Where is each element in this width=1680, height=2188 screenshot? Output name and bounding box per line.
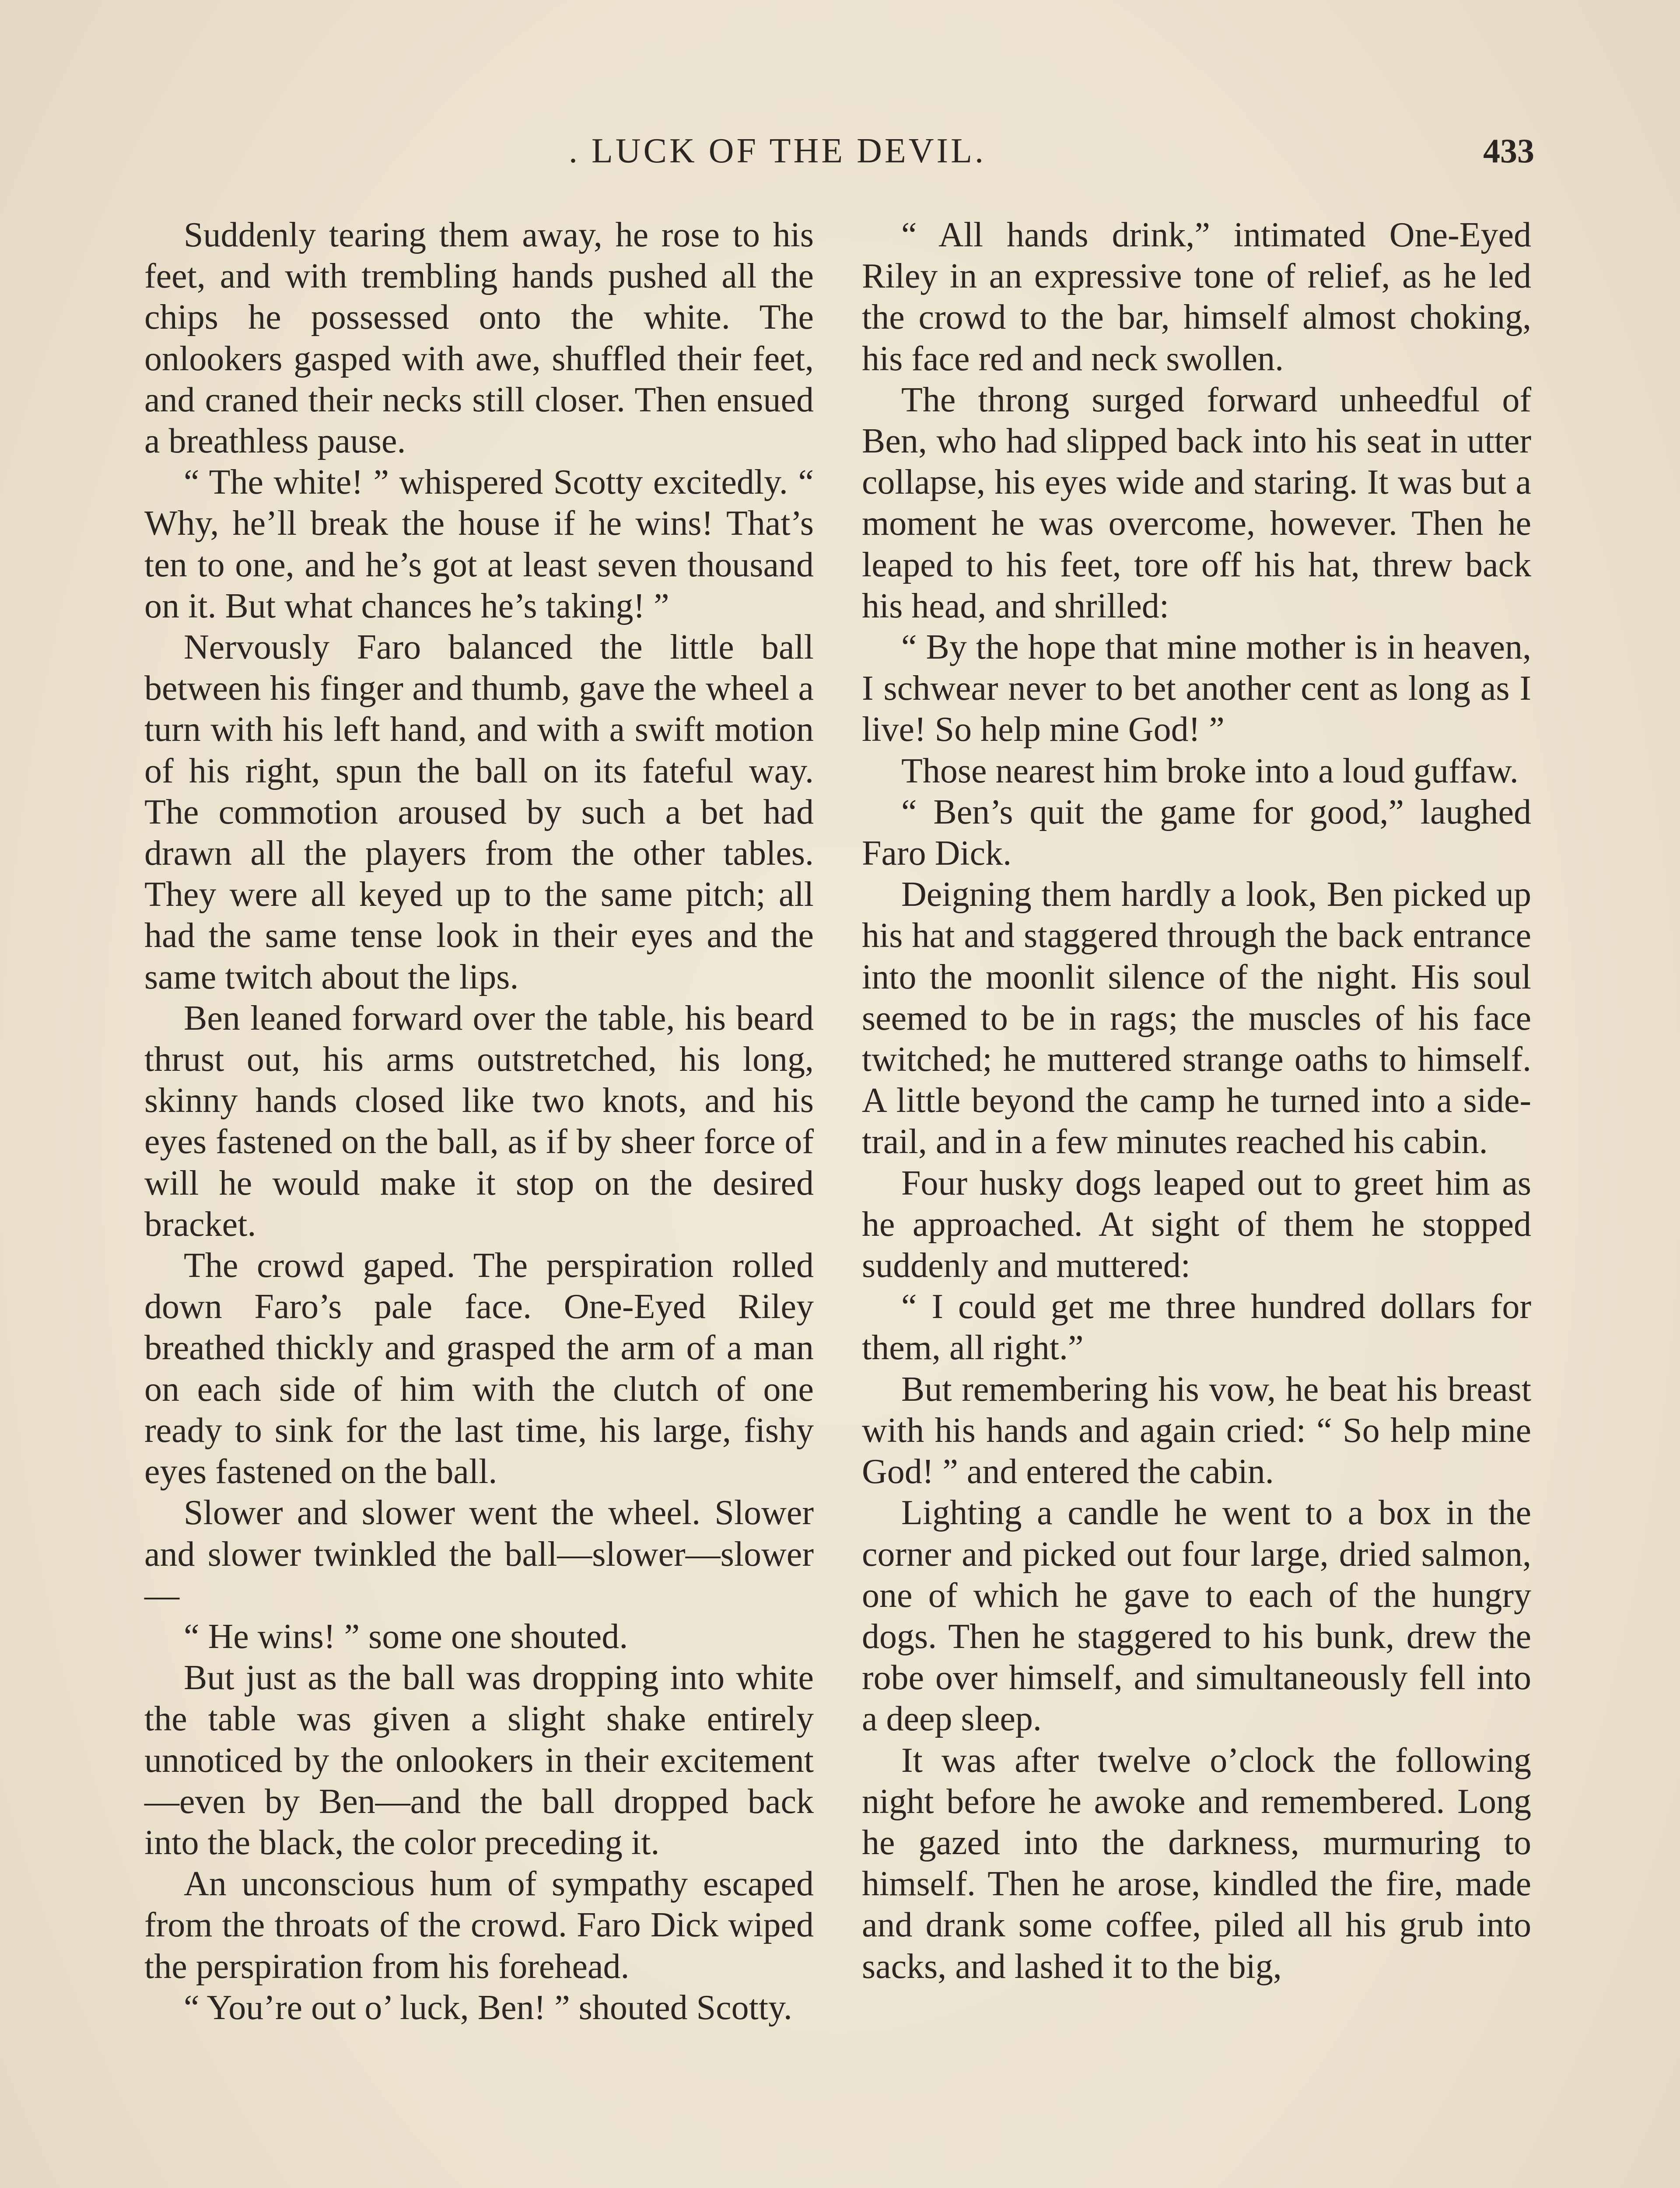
paragraph: Deigning them hardly a look, Ben picked up his hat and staggered through the back entrance into the moonlit silence of the night. His soul seemed to be in rags; the muscles of his face twitched; he muttered strange oaths to himself. A little beyond the camp he turned into a side-trail, and in a few minutes reached his cabin. bbox=[862, 875, 1531, 1161]
paragraph: “ Ben’s quit the game for good,” laughed Faro Dick. bbox=[862, 792, 1531, 873]
paragraph: “ The white! ” whispered Scotty excitedly. “ Why, he’ll break the house if he wins! That’s ten to one, and he’s got at least seven thousand on it. But what chances he’s taking! ” bbox=[144, 463, 814, 625]
page-number: 433 bbox=[1483, 132, 1534, 170]
paragraph: But just as the ball was dropping into white the table was given a slight shake entirely unnoticed by the onlookers in their excitement—even by Ben—and the ball dropped back into the black, the color preceding it. bbox=[144, 1659, 814, 1862]
paragraph: Suddenly tearing them away, he rose to his feet, and with trembling hands pushed all the chips he possessed onto the white. The onlookers gasped with awe, shuffled their feet, and craned their necks still closer. Then ensued a breathless pause. bbox=[144, 216, 814, 461]
paragraph: But remembering his vow, he beat his breast with his hands and again cried: “ So help mine God! ” and entered the cabin. bbox=[862, 1370, 1531, 1491]
paragraph: “ All hands drink,” intimated One-Eyed Riley in an expressive tone of relief, as he led the crowd to the bar, himself almost choking, his face red and neck swollen. bbox=[862, 216, 1531, 378]
paragraph: It was after twelve o’clock the following night before he awoke and remembered. Long he gazed into the darkness, murmuring to himself. Then he arose, kindled the fire, made and drank some coffee, piled all his grub into sacks, and lashed it to the big, bbox=[862, 1741, 1531, 1986]
paragraph: Ben leaned forward over the table, his beard thrust out, his arms outstretched, his long, skinny hands closed like two knots, and his eyes fastened on the ball, as if by sheer force of will he would make it stop on the desired bracket. bbox=[144, 999, 814, 1244]
paragraph: Those nearest him broke into a loud guffaw. bbox=[901, 751, 1519, 790]
paragraph: The throng surged forward unheedful of Ben, who had slipped back into his seat in utter collapse, his eyes wide and staring. It was but a moment he was overcome, however. Then he leaped to his feet, tore off his hat, threw back his head, and shrilled: bbox=[862, 380, 1531, 625]
left-column bbox=[144, 214, 814, 2028]
paragraph: “ You’re out o’ luck, Ben! ” shouted Scotty. bbox=[184, 1988, 792, 2027]
running-title: . LUCK OF THE DEVIL. bbox=[569, 132, 987, 170]
paragraph: “ He wins! ” some one shouted. bbox=[184, 1617, 628, 1656]
paragraph: Slower and slower went the wheel. Slower and slower twinkled the ball—slower—slower— bbox=[144, 1494, 814, 1615]
paragraph: “ By the hope that mine mother is in heaven, I schwear never to bet another cent as long as I live! So help mine God! ” bbox=[862, 628, 1531, 749]
paragraph: Nervously Faro balanced the little ball between his finger and thumb, gave the wheel a turn with his left hand, and with a swift motion of his right, spun the ball on its fateful way. The commotion aroused by such a bet had drawn all the players from the other tables. They were all keyed up to the same pitch; all had the same tense look in their eyes and the same twitch about the lips. bbox=[144, 628, 814, 996]
paragraph: “ I could get me three hundred dollars for them, all right.” bbox=[862, 1287, 1531, 1368]
paragraph: Lighting a candle he went to a box in the corner and picked out four large, dried salmon, one of which he gave to each of the hungry dogs. Then he staggered to his bunk, drew the robe over himself, and simultaneously fell into a deep sleep. bbox=[862, 1494, 1531, 1739]
page-header bbox=[0, 131, 1680, 184]
paragraph: An unconscious hum of sympathy escaped from the throats of the crowd. Faro Dick wiped the perspiration from his forehead. bbox=[144, 1865, 814, 1986]
paragraph: Four husky dogs leaped out to greet him as he approached. At sight of them he stopped suddenly and muttered: bbox=[862, 1164, 1531, 1285]
right-column bbox=[862, 214, 1531, 1987]
paragraph: The crowd gaped. The perspiration rolled down Faro’s pale face. One-Eyed Riley breathed thickly and grasped the arm of a man on each side of him with the clutch of one ready to sink for the last time, his large, fishy eyes fastened on the ball. bbox=[144, 1246, 814, 1491]
